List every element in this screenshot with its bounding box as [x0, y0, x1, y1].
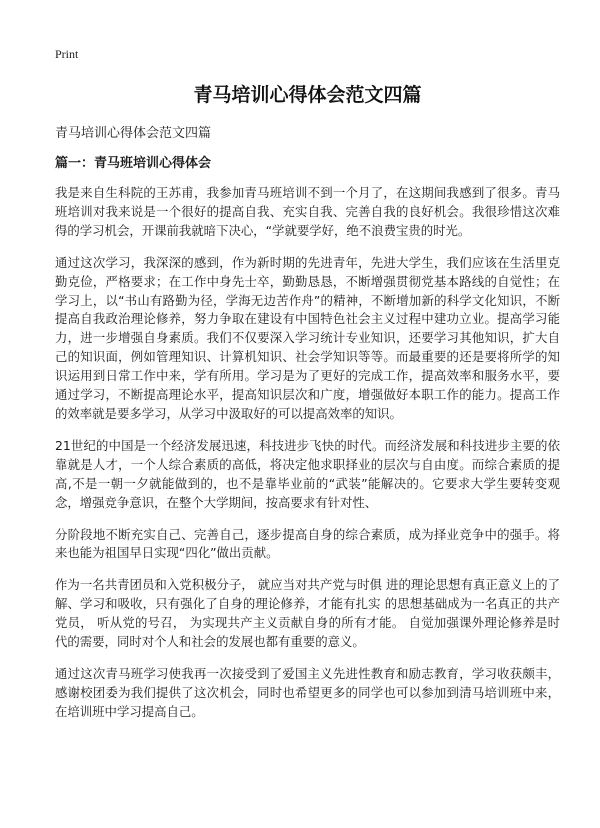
section-heading: 篇一：青马班培训心得体会: [55, 156, 212, 171]
paragraph: 通过这次青马班学习使我再一次接受到了爱国主义先进性教育和励志教育，学习收获颇丰，感谢校团委为我们提供了这次机会，同时也希望更多的同学也可以参加到清马培训班中来，在培训班中学习提高自己。: [55, 665, 560, 719]
paragraph: 作为一名共青团员和入党积极分子， 就应当对共产党与时俱 进的理论思想有真正意义上的了解、学习和吸收，只有强化了自身的理论修养，才能有扎实 的思想基础成为一名真正的共产党员， 听从党的号召， 为实现共产主义贡献自身的所有才能。 自觉加强课外理论修养是时代的需要，同时对个人和社会的发展也都有重要的意义。: [55, 577, 560, 650]
print-label: Print: [55, 47, 79, 61]
paragraph: 分阶段地不断充实自己、完善自己，逐步提高自身的综合素质，成为择业竞争中的强手。将来也能为祖国早日实现“四化”做出贡献。: [55, 526, 560, 561]
paragraph: 21世纪的中国是一个经济发展迅速，科技进步飞快的时代。而经济发展和科技进步主要的依靠就是人才，一个人综合素质的高低，将决定他求职择业的层次与自由度。而综合素质的提高,不是一朝一夕就能做到的，也不是靠毕业前的“武装”能解决的。它要求大学生要转变观念，增强竞争意识，在整个大学期间，按高要求有针对性、: [55, 437, 560, 510]
paragraph: 通过这次学习，我深深的感到，作为新时期的先进青年，先进大学生，我们应该在生活里克勤克俭，严格要求；在工作中身先士卒，勤勤恳恳，不断增强贯彻党基本路线的自觉性；在学习上，以“书山有路勤为径，学海无边苦作舟”的精神，不断增加新的科学文化知识，不断提高自我政治理论修养，努力争取在建设有中国特色社会主义过程中建功立业。提高学习能力，进一步增强自身素质。我们不仅要深入学习统计专业知识，还要学习其他知识，扩大自己的知识面，例如管理知识、计算机知识、社会学知识等等。而最重要的还是要将所学的知识运用到日常工作中来，学有所用。学习是为了更好的完成工作，提高效率和服务水平，要通过学习，不断提高理论水平，提高知识层次和广度，增强做好本职工作的能力。提高工作的效率就是要多学习，从学习中汲取好的可以提高效率的知识。: [55, 254, 560, 421]
page-title: 青马培训心得体会范文四篇: [193, 84, 422, 106]
paragraph: 我是来自生科院的王苏甫，我参加青马班培训不到一个月了，在这期间我感到了很多。青马班培训对我来说是一个很好的提高自我、充实自我、完善自我的良好机会。我很珍惜这次难得的学习机会，开课前我就暗下决心，“学就要学好，绝不浪费宝贵的时光。: [55, 185, 560, 238]
document-subtitle: 青马培训心得体会范文四篇: [55, 126, 212, 141]
